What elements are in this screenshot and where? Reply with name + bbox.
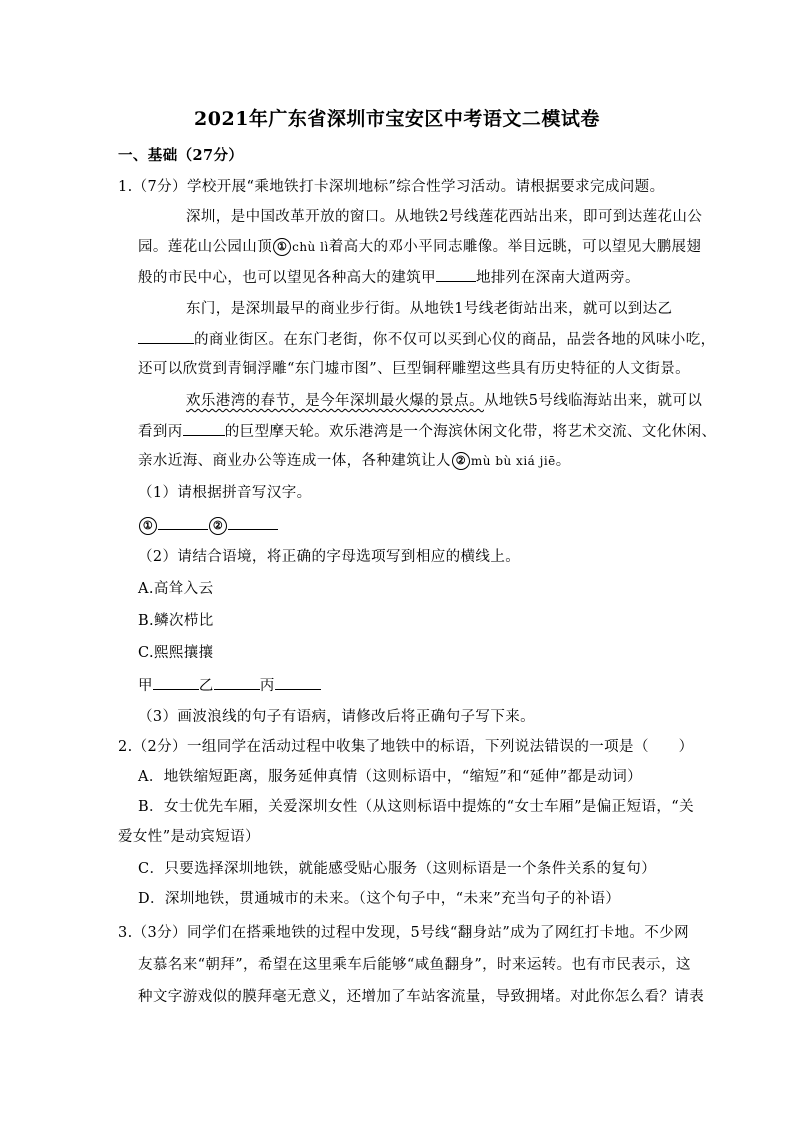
answer-blank-yi[interactable]	[214, 675, 260, 690]
q1-para2-line2	[138, 329, 716, 350]
wavy-sentence: 欢乐港湾的春节，是今年深圳最火爆的景点。	[186, 393, 484, 409]
answer-blank-2[interactable]	[228, 515, 278, 530]
q1-stem: 1.（7分）学校开展“乘地铁打卡深圳地标”综合性学习活动。请根据要求完成问题。	[118, 179, 665, 195]
q1-para2-line2-text: 的商业街区。在东门老街，你不仅可以买到心仪的商品，品尝各地的风味小吃，	[194, 332, 716, 348]
option-b: B.鳞次栉比	[138, 613, 214, 629]
q2-option-a: A．地铁缩短距离，服务延伸真情（这则标语中，“缩短”和“延伸”都是动词）	[138, 769, 643, 785]
q2-option-d: D．深圳地铁，贯通城市的未来。（这个句子中，“未来”充当句子的补语）	[138, 891, 621, 907]
marker-2: ②	[452, 452, 470, 470]
q1-sub3: （3）画波浪线的句子有语病，请修改后将正确句子写下来。	[138, 709, 536, 725]
q1-para1-line1: 深圳，是中国改革开放的窗口。从地铁2号线莲花西站出来，即可到达莲花山公	[186, 209, 703, 225]
option-a: A.高耸入云	[138, 581, 214, 597]
q1-sub1: （1）请根据拼音写汉字。	[138, 485, 312, 501]
option-c: C.熙熙攘攘	[138, 645, 214, 661]
answer-blank-jia[interactable]	[153, 675, 199, 690]
q1-para3-line2-a: 看到丙	[138, 424, 183, 440]
q3-line1: 3.（3分）同学们在搭乘地铁的过程中发现，5号线“翻身站”成为了网红打卡地。不少网	[118, 925, 690, 941]
answer-marker-1: ①	[139, 517, 157, 535]
q3-line3: 种文字游戏似的膜拜毫无意义，还增加了车站客流量，导致拥堵。对此你怎么看？请表	[138, 989, 705, 1005]
q1-para3-line1-b: 从地铁5号线临海站出来，就可以	[484, 393, 703, 409]
blank-bing[interactable]	[183, 421, 225, 436]
q1-para1-line2-b: 着高大的邓小平同志雕像。举目远眺，可以望见大鹏展翅	[328, 239, 702, 255]
pinyin-2: mù bù xiá jiē	[470, 454, 556, 468]
q1-para1-line3-a: 般的市民中心，也可以望见各种高大的建筑甲	[138, 270, 436, 286]
answer-blank-1[interactable]	[158, 515, 208, 530]
q1-para1-line2-a: 园。莲花山公园山顶	[138, 239, 273, 255]
q1-sub2-answers	[138, 675, 321, 696]
section-heading: 一、基础（27分）	[118, 147, 244, 164]
label-yi: 乙	[198, 678, 214, 694]
q1-para1-line3	[138, 267, 640, 288]
q2-option-b-line1: B．女士优先车厢，关爱深圳女性（从这则标语中提炼的“女士车厢”是偏正短语，“关	[138, 799, 694, 815]
marker-1: ①	[273, 238, 291, 256]
q1-para3-line3-a: 亲水近海、商业办公等连成一体，各种建筑让人	[138, 453, 451, 469]
q1-para2-line3: 还可以欣赏到青铜浮雕“东门墟市图”、巨型铜秤雕塑这些具有历史特征的人文街景。	[138, 361, 691, 377]
q1-sub1-answers	[138, 515, 278, 536]
q2-option-c: C．只要选择深圳地铁，就能感受贴心服务（这则标语是一个条件关系的复句）	[138, 861, 657, 877]
q3-line2: 友慕名来“朝拜”，希望在这里乘车后能够“咸鱼翻身”，时来运转。也有市民表示，这	[138, 957, 691, 973]
answer-marker-2: ②	[209, 517, 227, 535]
q1-para1-line2	[138, 237, 701, 257]
q1-para3-line2-b: 的巨型摩天轮。欢乐港湾是一个海滨休闲文化带，将艺术交流、文化休闲、	[224, 424, 717, 440]
page-title: 2021年广东省深圳市宝安区中考语文二模试卷	[194, 108, 600, 130]
blank-yi[interactable]	[138, 329, 194, 344]
blank-jia[interactable]	[436, 267, 476, 282]
label-jia: 甲	[138, 678, 153, 694]
q1-para3-line2	[138, 421, 716, 442]
q1-para3-line1	[186, 391, 702, 411]
q1-para1-line3-b: 地排列在深南大道两旁。	[476, 270, 640, 286]
q1-sub2: （2）请结合语境，将正确的字母选项写到相应的横线上。	[138, 549, 521, 565]
q2-stem: 2.（2分）一组同学在活动过程中收集了地铁中的标语，下列说法错误的一项是（ ）	[118, 739, 694, 755]
pinyin-1: chù lì	[292, 240, 329, 254]
q1-para3-line3-b: 。	[555, 453, 571, 469]
q2-option-b-line2: 爱女性”是动宾短语）	[118, 829, 260, 845]
label-bing: 丙	[259, 678, 275, 694]
q1-para3-line3	[138, 451, 571, 471]
answer-blank-bing[interactable]	[275, 675, 321, 690]
q1-para2-line1: 东门，是深圳最早的商业步行街。从地铁1号线老街站出来，就可以到达乙	[186, 301, 673, 317]
